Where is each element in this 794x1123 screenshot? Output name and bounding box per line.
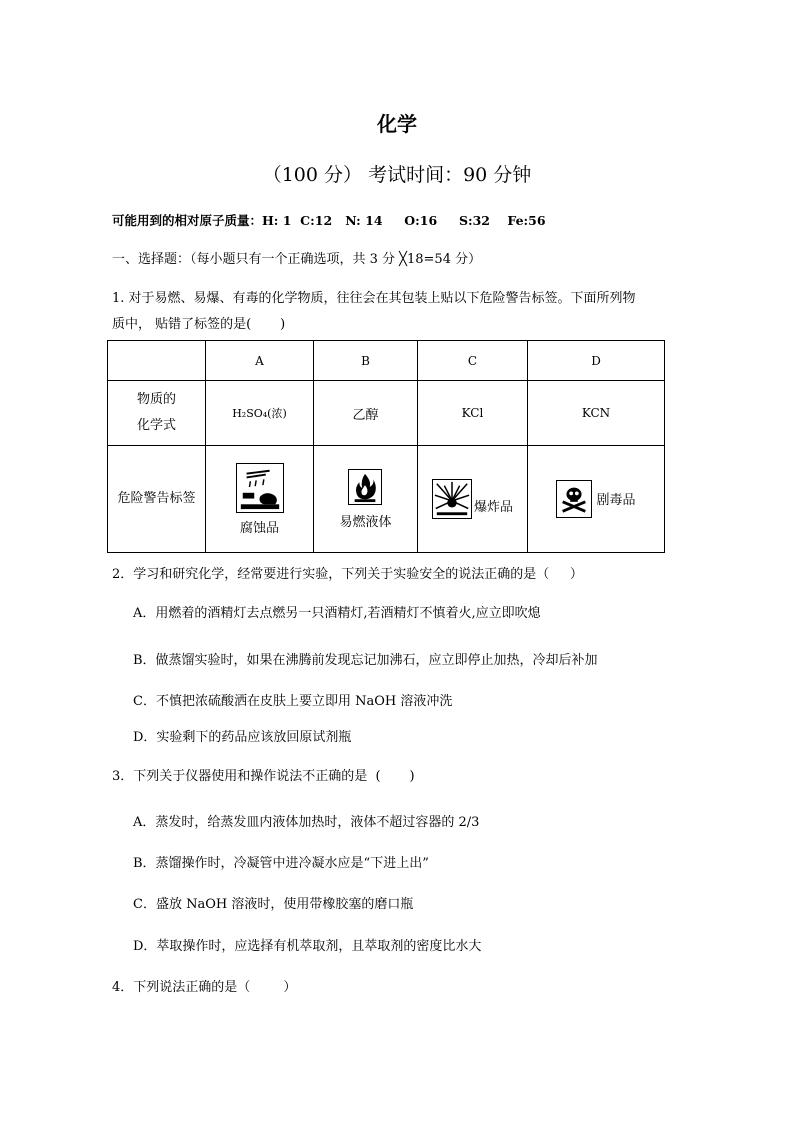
table-header-empty — [108, 341, 206, 381]
hazard-cell-d — [528, 446, 665, 553]
q2-option-a: A．用燃着的酒精灯去点燃另一只酒精灯,若酒精灯不慎着火,应立即吹熄 — [133, 606, 541, 621]
table-header-b: B — [314, 341, 418, 381]
toxic-icon — [556, 480, 592, 518]
q2-option-b: B．做蒸馏实验时，如果在沸腾前发现忘记加沸石，应立即停止加热，冷却后补加 — [133, 653, 598, 668]
hazard-label-table — [107, 340, 665, 553]
q2-stem: 2．学习和研究化学，经常要进行实验，下列关于实验安全的说法正确的是（ ） — [112, 567, 583, 582]
corrosive-icon — [236, 463, 284, 513]
q3-option-b: B．蒸馏操作时，冷凝管中进冷凝水应是“下进上出” — [133, 856, 429, 871]
section-heading: 一、选择题：（每小题只有一个正确选项，共 3 分 ╳18=54 分） — [112, 252, 482, 267]
row-label-formula: 物质的 化学式 — [108, 381, 206, 446]
q1-stem-line2: 质中， 贴错了标签的是( ) — [112, 317, 286, 332]
row-label-hazard: 危险警告标签 — [108, 446, 206, 553]
hazard-cell-b — [314, 446, 418, 553]
formula-c: KCl — [418, 381, 528, 446]
label-toxic: 剧毒品 — [596, 493, 636, 508]
table-header-d: D — [528, 341, 665, 381]
formula-b: 乙醇 — [314, 381, 418, 446]
q3-option-d: D．萃取操作时，应选择有机萃取剂，且萃取剂的密度比水大 — [133, 939, 482, 954]
flammable-icon — [348, 469, 382, 505]
table-header-c: C — [418, 341, 528, 381]
q2-option-c: C．不慎把浓硫酸洒在皮肤上要立即用 NaOH 溶液冲洗 — [133, 694, 453, 709]
q1-stem-line1: 1. 对于易燃、易爆、有毒的化学物质，往往会在其包装上贴以下危险警告标签。下面所列物 — [112, 291, 636, 306]
q3-option-c: C．盛放 NaOH 溶液时，使用带橡胶塞的磨口瓶 — [133, 897, 414, 912]
table-header-a: A — [206, 341, 314, 381]
label-corrosive: 腐蚀品 — [239, 520, 279, 536]
atomic-mass-line: 可能用到的相对原子质量：H: 1 C:12 N: 14 O:16 S:32 Fe:56 — [112, 213, 546, 228]
hazard-cell-c — [418, 446, 528, 553]
explosive-icon — [432, 479, 472, 519]
q2-option-d: D．实验剩下的药品应该放回原试剂瓶 — [133, 730, 352, 745]
q4-stem: 4．下列说法正确的是（ ） — [112, 980, 297, 995]
formula-d: KCN — [528, 381, 665, 446]
page-title: 化学 — [377, 112, 417, 136]
label-flammable: 易燃液体 — [339, 514, 392, 530]
formula-a: H₂SO₄(浓) — [206, 381, 314, 446]
label-explosive: 爆炸品 — [473, 500, 513, 515]
q3-option-a: A．蒸发时，给蒸发皿内液体加热时，液体不超过容器的 2/3 — [133, 815, 480, 830]
q3-stem: 3．下列关于仪器使用和操作说法不正确的是 ( ) — [112, 769, 415, 784]
hazard-cell-a — [206, 446, 314, 553]
exam-subtitle: （100 分） 考试时间：90 分钟 — [262, 164, 532, 186]
